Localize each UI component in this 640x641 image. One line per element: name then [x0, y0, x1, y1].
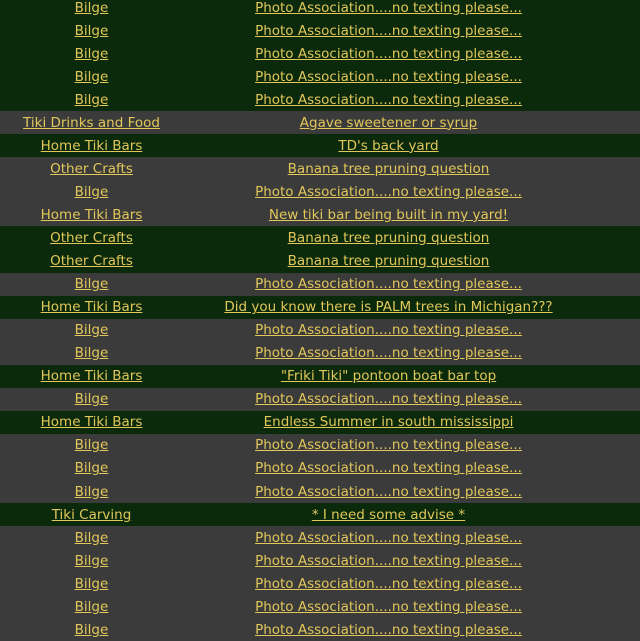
- topic-cell: [183, 299, 594, 315]
- forum-link[interactable]: Bilge: [74, 183, 109, 200]
- table-row: [0, 203, 640, 226]
- topic-link[interactable]: Photo Association....no texting please...: [255, 621, 522, 638]
- forum-cell: [0, 622, 183, 638]
- topic-link[interactable]: Endless Summer in south mississippi: [263, 414, 514, 431]
- forum-link[interactable]: Bilge: [74, 483, 109, 500]
- forum-link[interactable]: Home Tiki Bars: [40, 414, 143, 431]
- topic-cell: [183, 576, 594, 592]
- table-row: [0, 157, 640, 180]
- table-row: [0, 618, 640, 641]
- forum-cell: [0, 23, 183, 39]
- forum-cell: [0, 507, 183, 523]
- table-row: [0, 342, 640, 365]
- topic-link[interactable]: Photo Association....no texting please...: [255, 437, 522, 454]
- forum-cell: [0, 368, 183, 384]
- topic-cell: [183, 507, 594, 523]
- forum-cell: [0, 414, 183, 430]
- topic-link[interactable]: * I need some advise *: [311, 506, 466, 523]
- topic-link[interactable]: Photo Association....no texting please...: [255, 575, 522, 592]
- topic-cell: [183, 207, 594, 223]
- topic-link[interactable]: Photo Association....no texting please...: [255, 183, 522, 200]
- topic-cell: [183, 69, 594, 85]
- topic-cell: [183, 276, 594, 292]
- forum-link[interactable]: Bilge: [74, 621, 109, 638]
- table-row: [0, 296, 640, 319]
- forum-link[interactable]: Bilge: [74, 68, 109, 85]
- topic-link[interactable]: TD's back yard: [338, 137, 439, 154]
- topic-cell: [183, 460, 594, 476]
- topic-cell: [183, 391, 594, 407]
- forum-cell: [0, 92, 183, 108]
- table-row: [0, 250, 640, 273]
- table-row: [0, 411, 640, 434]
- forum-cell: [0, 0, 183, 16]
- forum-cell: [0, 553, 183, 569]
- forum-link[interactable]: Bilge: [74, 322, 109, 339]
- topic-cell: [183, 115, 594, 131]
- forum-link[interactable]: Bilge: [74, 22, 109, 39]
- table-row: [0, 134, 640, 157]
- forum-cell: [0, 115, 183, 131]
- forum-link[interactable]: Tiki Carving: [51, 506, 132, 523]
- topic-link[interactable]: "Friki Tiki" pontoon boat bar top: [280, 368, 497, 385]
- topic-cell: [183, 184, 594, 200]
- topic-link[interactable]: Photo Association....no texting please...: [255, 276, 522, 293]
- forum-cell: [0, 253, 183, 269]
- table-row: [0, 480, 640, 503]
- table-row: [0, 365, 640, 388]
- topic-cell: [183, 368, 594, 384]
- forum-cell: [0, 161, 183, 177]
- forum-link[interactable]: Bilge: [74, 91, 109, 108]
- topic-link[interactable]: Banana tree pruning question: [287, 229, 490, 246]
- table-row: [0, 549, 640, 572]
- table-row: [0, 526, 640, 549]
- forum-cell: [0, 576, 183, 592]
- table-row: [0, 595, 640, 618]
- topic-link[interactable]: Photo Association....no texting please...: [255, 598, 522, 615]
- forum-link[interactable]: Home Tiki Bars: [40, 368, 143, 385]
- table-row: [0, 273, 640, 296]
- forum-cell: [0, 484, 183, 500]
- table-row: [0, 388, 640, 411]
- topic-cell: [183, 414, 594, 430]
- topic-link[interactable]: Photo Association....no texting please...: [255, 322, 522, 339]
- topic-link[interactable]: Banana tree pruning question: [287, 160, 490, 177]
- table-row: [0, 457, 640, 480]
- table-row: [0, 319, 640, 342]
- topic-cell: [183, 23, 594, 39]
- forum-link[interactable]: Bilge: [74, 391, 109, 408]
- forum-link[interactable]: Bilge: [74, 437, 109, 454]
- forum-cell: [0, 391, 183, 407]
- forum-link[interactable]: Other Crafts: [50, 253, 133, 270]
- table-row: [0, 180, 640, 203]
- table-row: [0, 226, 640, 249]
- forum-cell: [0, 530, 183, 546]
- topic-link[interactable]: Photo Association....no texting please...: [255, 0, 522, 16]
- topic-link[interactable]: Photo Association....no texting please...: [255, 22, 522, 39]
- forum-link[interactable]: Bilge: [74, 460, 109, 477]
- topic-link[interactable]: Photo Association....no texting please...: [255, 345, 522, 362]
- topic-cell: [183, 530, 594, 546]
- forum-link[interactable]: Bilge: [74, 552, 109, 569]
- forum-cell: [0, 599, 183, 615]
- forum-cell: [0, 230, 183, 246]
- table-row: [0, 503, 640, 526]
- table-row: [0, 42, 640, 65]
- topic-cell: [183, 161, 594, 177]
- table-row: [0, 572, 640, 595]
- forum-link[interactable]: Home Tiki Bars: [40, 137, 143, 154]
- topic-link[interactable]: Photo Association....no texting please...: [255, 91, 522, 108]
- forum-cell: [0, 69, 183, 85]
- topic-cell: [183, 345, 594, 361]
- table-row: [0, 111, 640, 134]
- forum-cell: [0, 138, 183, 154]
- forum-cell: [0, 46, 183, 62]
- topic-link[interactable]: Photo Association....no texting please...: [255, 68, 522, 85]
- table-row: [0, 88, 640, 111]
- topic-link[interactable]: Photo Association....no texting please...: [255, 460, 522, 477]
- topic-link[interactable]: Photo Association....no texting please...: [255, 483, 522, 500]
- topic-cell: [183, 46, 594, 62]
- topic-cell: [183, 0, 594, 16]
- forum-link[interactable]: Tiki Drinks and Food: [23, 114, 160, 131]
- forum-link[interactable]: Other Crafts: [50, 160, 133, 177]
- forum-cell: [0, 345, 183, 361]
- topic-cell: [183, 599, 594, 615]
- table-row: [0, 19, 640, 42]
- forum-cell: [0, 322, 183, 338]
- forum-link[interactable]: Bilge: [74, 529, 109, 546]
- forum-link[interactable]: Bilge: [74, 575, 109, 592]
- forum-link[interactable]: Bilge: [74, 45, 109, 62]
- forum-cell: [0, 460, 183, 476]
- topic-link[interactable]: Photo Association....no texting please...: [255, 45, 522, 62]
- topic-cell: [183, 622, 594, 638]
- forum-link[interactable]: Other Crafts: [50, 229, 133, 246]
- forum-link[interactable]: Bilge: [74, 598, 109, 615]
- topic-link[interactable]: Did you know there is PALM trees in Michigan???: [224, 299, 553, 316]
- topic-cell: [183, 253, 594, 269]
- topic-link[interactable]: Photo Association....no texting please...: [255, 391, 522, 408]
- table-row: [0, 0, 640, 19]
- topic-link[interactable]: Photo Association....no texting please...: [255, 529, 522, 546]
- table-row: [0, 434, 640, 457]
- forum-link[interactable]: Bilge: [74, 345, 109, 362]
- topic-link[interactable]: Banana tree pruning question: [287, 253, 490, 270]
- forum-cell: [0, 207, 183, 223]
- topic-cell: [183, 92, 594, 108]
- topic-cell: [183, 138, 594, 154]
- forum-cell: [0, 437, 183, 453]
- forum-link[interactable]: Home Tiki Bars: [40, 299, 143, 316]
- forum-cell: [0, 299, 183, 315]
- topic-cell: [183, 322, 594, 338]
- forum-link[interactable]: Bilge: [74, 276, 109, 293]
- table-row: [0, 65, 640, 88]
- topic-cell: [183, 553, 594, 569]
- forum-link[interactable]: Home Tiki Bars: [40, 206, 143, 223]
- topic-cell: [183, 484, 594, 500]
- forum-link[interactable]: Bilge: [74, 0, 109, 16]
- forum-cell: [0, 184, 183, 200]
- topic-link[interactable]: Photo Association....no texting please...: [255, 552, 522, 569]
- topic-link[interactable]: New tiki bar being built in my yard!: [268, 206, 509, 223]
- topic-link[interactable]: Agave sweetener or syrup: [299, 114, 478, 131]
- forum-cell: [0, 276, 183, 292]
- topic-cell: [183, 230, 594, 246]
- topic-cell: [183, 437, 594, 453]
